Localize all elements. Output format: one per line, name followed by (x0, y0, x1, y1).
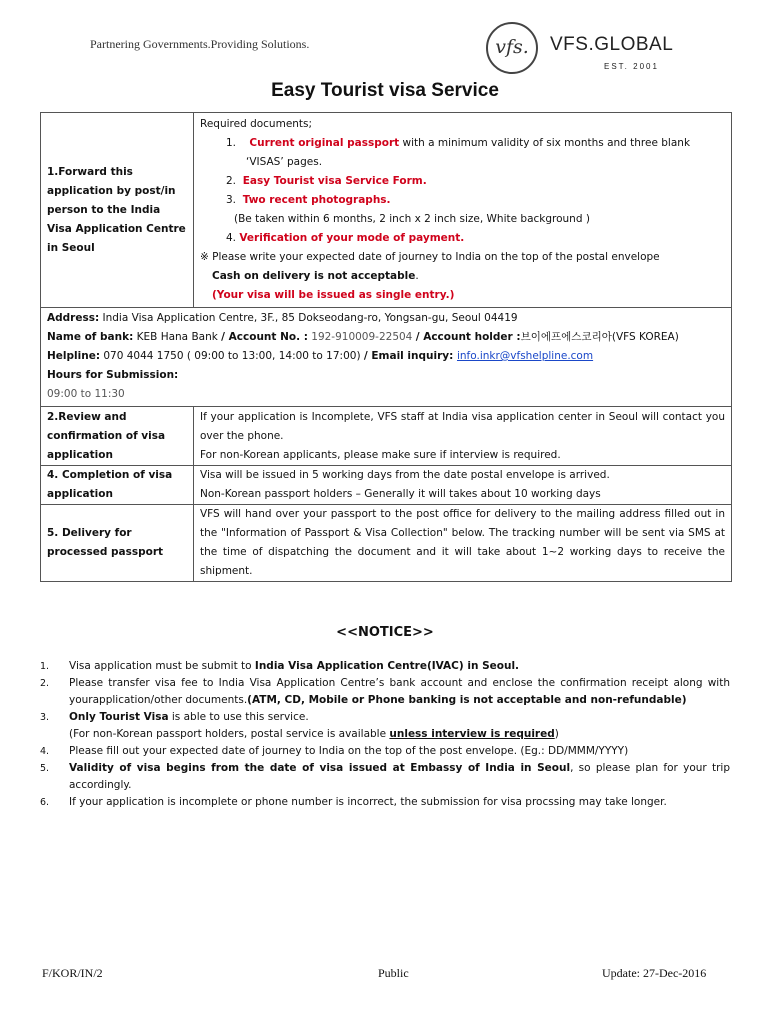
footer-update-date: Update: 27-Dec-2016 (602, 966, 707, 980)
envelope-note: ※ Please write your expected date of journey to India on the top of the postal envelope (200, 251, 660, 263)
logo-mark: vfs. (486, 22, 538, 74)
page-title: Easy Tourist visa Service (271, 80, 499, 101)
helpline-line: Helpline: 070 4044 1750 ( 09:00 to 13:00, 14:00 to 17:00) / Email inquiry: info.inkr@vfshelpline.com (47, 350, 594, 362)
doc1: 1. Current original passport with a minimum validity of six months and three blank (226, 137, 691, 149)
address-line: Address: India Visa Application Centre, 3F., 85 Dokseodang-ro, Yongsan-gu, Seoul 04419 (47, 312, 518, 324)
step4-details: Visa will be issued in 5 working days from the date postal envelope is arrived. Non-Korean passport holders – Generally it will takes about 10 working days (194, 466, 732, 505)
footer-form-code: F/KOR/IN/2 (42, 966, 103, 980)
single-entry-note: (Your visa will be issued as single entry.) (212, 289, 455, 301)
step5-row (41, 505, 732, 582)
step4-label: 4. Completion of visa application (41, 466, 194, 505)
info-cell (41, 308, 732, 407)
notice-title: <<NOTICE>> (336, 625, 434, 640)
vfs-global-logo (486, 22, 696, 74)
step1-row (41, 113, 732, 308)
doc4: 4. Verification of your mode of payment. (226, 232, 465, 244)
process-table (40, 112, 732, 582)
step1-details (194, 113, 732, 308)
notice-item: 2. Please transfer visa fee to India Visa Application Centre’s bank account and enclose the confirmation receipt along with yourapplication/other documents.(ATM, CD, Mobile or Phone banking is not acceptable and non-refundable) (40, 677, 730, 706)
email-link[interactable]: info.inkr@vfshelpline.com (456, 350, 594, 362)
cod-note: Cash on delivery is not acceptable. (212, 270, 419, 282)
doc3: 3. Two recent photographs. (226, 194, 391, 206)
notice-item: 3. Only Tourist Visa is able to use this service. (For non-Korean passport holders, postal service is available unless interview is required) (40, 711, 559, 740)
doc3-note: (Be taken within 6 months, 2 inch x 2 inch size, White background ) (234, 213, 590, 225)
hours-value: 09:00 to 11:30 (47, 388, 125, 400)
hours-label: Hours for Submission: (47, 369, 179, 381)
logo-name: VFS.GLOBAL (550, 34, 674, 55)
logo-est: EST. 2001 (604, 62, 659, 71)
notice-item: 1. Visa application must be submit to India Visa Application Centre(IVAC) in Seoul. (40, 660, 520, 672)
step2-details: If your application is Incomplete, VFS staff at India visa application center in Seoul will contact you over the phone. For non-Korean applicants, please make sure if interview is required. (194, 407, 732, 466)
doc2: 2. Easy Tourist visa Service Form. (226, 175, 427, 187)
required-docs-heading: Required documents; (200, 118, 313, 130)
tagline: Partnering Governments.Providing Solutions. (90, 37, 310, 51)
footer-classification: Public (378, 966, 409, 980)
step5-label: 5. Delivery for processed passport (41, 505, 194, 582)
doc1-cont: ‘VISAS’ pages. (246, 156, 323, 168)
notice-item: 5. Validity of visa begins from the date of visa issued at Embassy of India in Seoul, so please plan for your trip accordingly. (40, 762, 730, 791)
step4-row (41, 466, 732, 505)
notice-item: 4. Please fill out your expected date of journey to India on the top of the post envelope. (Eg.: DD/MMM/YYYY) (40, 745, 629, 757)
notice-item: 6. If your application is incomplete or phone number is incorrect, the submission for visa procssing may take longer. (40, 796, 667, 808)
step2-row (41, 407, 732, 466)
step2-label: 2.Review and confirmation of visa application (41, 407, 194, 466)
bank-line: Name of bank: KEB Hana Bank / Account No. : 192-910009-22504 / Account holder :브이에프에스코리아(VFS KOREA) (47, 331, 679, 343)
notice-list (40, 658, 730, 811)
step5-details: VFS will hand over your passport to the post office for delivery to the mailing address filled out in the "Information of Passport & Visa Collection" below. The tracking number will be sent via SMS at the time of dispatching the document and it will take about 1~2 working days to receive the shipment. (194, 505, 732, 582)
step1-label: 1.Forward this application by post/in person to the India Visa Application Centre in Seoul (41, 113, 194, 308)
info-row (41, 308, 732, 407)
